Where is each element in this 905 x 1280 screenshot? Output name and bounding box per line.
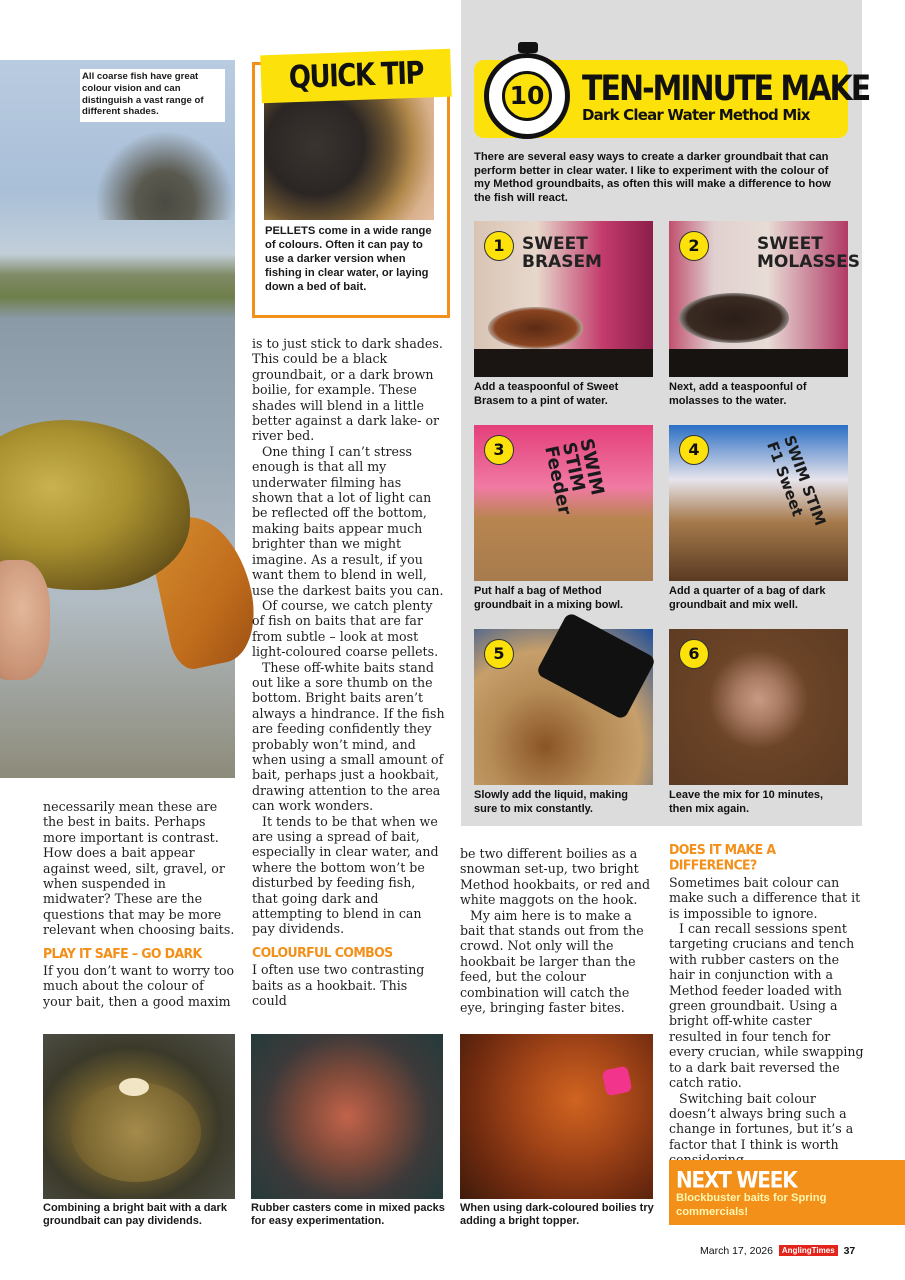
col2-paragraph-6: I often use two contrasting baits as a hookbait. This could [252, 962, 425, 1009]
col4-subhead: DOES IT MAKE A DIFFERENCE? [669, 841, 776, 874]
footer-date: March 17, 2026 [700, 1245, 773, 1257]
photo-caption-top: All coarse fish have great colour vision and can distinguish a vast range of different shades. [80, 69, 225, 122]
step-1-badge: 1 [484, 231, 514, 261]
step-2-badge: 2 [679, 231, 709, 261]
method-feeder-photo [43, 1034, 235, 1199]
step-3-pack-label: SWIM STIM Feeder [540, 436, 608, 517]
col4-paragraph-2: I can recall sessions spent targeting crucians and tench with rubber casters on the hair in conjunction with a Method feeder loaded with green groundbait. Using a bright off-white caster resulted in four tench for every crucian, while swapping to a dark bait reversed the catch ratio. [669, 921, 864, 1091]
col1-paragraph-2: If you don’t want to worry too much about the colour of your bait, then a good maxim [43, 963, 235, 1009]
step-5-caption: Slowly add the liquid, making sure to mix constantly. [474, 789, 629, 815]
angling-times-logo: AnglingTimes [779, 1245, 838, 1256]
boilies-photo [460, 1034, 653, 1199]
col2-paragraph-1: is to just stick to dark shades. This could be a black groundbait, or a dark brown boilie, for example. These shades will blend in a little better against a dark lake- or river bed. [252, 336, 443, 444]
caption-feeder: Combining a bright bait with a dark groundbait can pay dividends. [43, 1202, 227, 1227]
step-4-badge: 4 [679, 435, 709, 465]
step-6-badge: 6 [679, 639, 709, 669]
ten-minute-subtitle: Dark Clear Water Method Mix [582, 106, 810, 124]
hand-shape [0, 560, 50, 680]
col1-subhead: PLAY IT SAFE – GO DARK [43, 945, 202, 962]
step-1-caption: Add a teaspoonful of Sweet Brasem to a pint of water. [474, 381, 619, 407]
step-1-pack-label: SWEET BRASEM [522, 234, 602, 272]
step-2-caption: Next, add a teaspoonful of molasses to the water. [669, 381, 807, 407]
pellets-photo [264, 96, 434, 220]
step-2-pack-label: SWEET MOLASSES [757, 234, 860, 272]
col4-paragraph-1: Sometimes bait colour can make such a difference that it is impossible to ignore. [669, 874, 861, 921]
bait-shape [119, 1078, 149, 1096]
spoon-shape [679, 293, 789, 343]
water-shape [669, 349, 848, 377]
step-4-photo [669, 425, 848, 581]
pink-topper-shape [602, 1066, 633, 1097]
next-week-text: Blockbuster baits for Spring commercials! [676, 1192, 827, 1218]
page-footer [700, 1245, 855, 1257]
tree-shape [95, 130, 235, 220]
step-4-pack-label: SWIM STIM F1 Sweet [763, 433, 830, 529]
stopwatch-crown-icon [518, 42, 538, 53]
col2-paragraph-4: These off-white baits stand out like a sore thumb on the bottom. Bright baits aren’t always a hindrance. If the fish are feeding confidently they probably won’t mind, and when using a small amount of bait, perhaps just a hookbait, drawing attention to the area can work wonders. [252, 659, 445, 814]
step-5-badge: 5 [484, 639, 514, 669]
quick-tip-banner [260, 49, 452, 104]
step-3-caption: Put half a bag of Method groundbait in a mixing bowl. [474, 585, 624, 611]
col2-subhead: COLOURFUL COMBOS [252, 944, 393, 961]
col3-paragraph-2: My aim here is to make a bait that stands out from the crowd. Not only will the hookbait be larger than the feed, but the colour combination will catch the eye, bringing faster bites. [460, 907, 644, 1016]
column-4 [669, 836, 864, 1168]
step-3-badge: 3 [484, 435, 514, 465]
step-6-photo [669, 629, 848, 785]
rubber-casters-photo [251, 1034, 443, 1199]
caption-boilies: When using dark-coloured boilies try adding a bright topper. [460, 1202, 654, 1227]
ten-minute-title: TEN-MINUTE MAKE [582, 68, 870, 110]
caption-casters: Rubber casters come in mixed packs for easy experimentation. [251, 1202, 445, 1227]
col1-paragraph-1: necessarily mean these are the best in baits. Perhaps more important is contrast. How does a bait appear against weed, silt, gravel, or when suspended in midwater? These are the questions that may be more relevant when choosing baits. [43, 799, 235, 938]
col3-paragraph-1: be two different boilies as a snowman set-up, two bright Method hookbaits, or red and white maggots on the hook. [460, 846, 651, 908]
ten-minute-intro: There are several easy ways to create a darker groundbait that can perform better in clear water. I like to experiment with the colour of my Method groundbaits, as often this will make a difference to how the fish will react. [474, 151, 831, 204]
col4-paragraph-3: Switching bait colour doesn’t always bring such a change in fortunes, but it’s a factor that I think is worth [669, 1090, 854, 1152]
column-2 [252, 336, 445, 1008]
page-number: 37 [843, 1245, 856, 1257]
column-1 [43, 799, 236, 1009]
step-1-photo [474, 221, 653, 377]
step-5-photo [474, 629, 653, 785]
quick-tip-text: PELLETS come in a wide range of colours. Often it can pay to use a darker version when fishing in clear water, or laying down a bed of bait. [265, 225, 432, 294]
water-shape [474, 349, 653, 377]
step-2-photo [669, 221, 860, 377]
spoon-shape [488, 307, 583, 349]
step-6-caption: Leave the mix for 10 minutes, then mix again. [669, 789, 824, 815]
step-4-caption: Add a quarter of a bag of dark groundbait and mix well. [669, 585, 826, 611]
col2-paragraph-5: It tends to be that when we are using a spread of bait, especially in clear water, and where the bottom won’t be disturbed by feeding fish, that going dark and attempting to blend in can pay dividends. [252, 813, 439, 937]
col2-paragraph-3: Of course, we catch plenty of fish on baits that are far from subtle – look at most light-coloured coarse pellets. [252, 597, 439, 660]
step-3-photo [474, 425, 653, 581]
col2-paragraph-2: One thing I can’t stress enough is that all my underwater filming has shown that a lot of light can be reflected off the bottom, making baits appear much brighter than we might imagine. As a result, if you want them to blend in well, use the darkest baits you can. [252, 443, 444, 598]
next-week-title: NEXT WEEK [676, 1166, 797, 1193]
column-3 [460, 846, 654, 1015]
feeder-shape [71, 1082, 201, 1182]
quick-tip-title: QUICK TIP [288, 55, 424, 97]
stopwatch-number: 10 [502, 71, 552, 121]
